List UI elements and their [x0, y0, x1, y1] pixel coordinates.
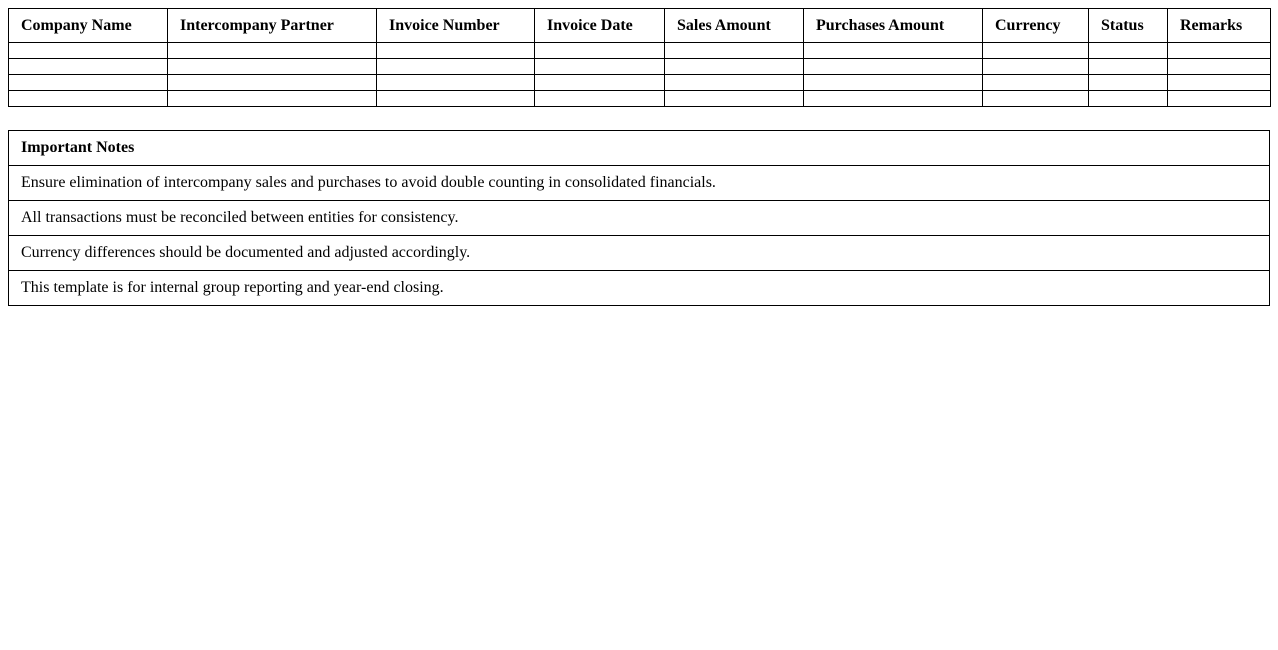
table-cell[interactable] — [804, 91, 983, 107]
table-cell[interactable] — [1168, 75, 1271, 91]
table-cell[interactable] — [168, 59, 377, 75]
table-cell[interactable] — [1089, 75, 1168, 91]
header-status: Status — [1089, 9, 1168, 43]
note-row — [9, 166, 1270, 201]
table-cell[interactable] — [535, 91, 665, 107]
table-row — [9, 91, 1271, 107]
table-cell[interactable] — [9, 59, 168, 75]
table-row — [9, 43, 1271, 59]
header-remarks: Remarks — [1168, 9, 1271, 43]
table-cell[interactable] — [9, 91, 168, 107]
table-cell[interactable] — [9, 75, 168, 91]
notes-header-row — [9, 131, 1270, 166]
note-row — [9, 201, 1270, 236]
note-row — [9, 236, 1270, 271]
table-cell[interactable] — [377, 75, 535, 91]
table-cell[interactable] — [665, 91, 804, 107]
table-cell[interactable] — [1168, 43, 1271, 59]
note-item: This template is for internal group reporting and year-end closing. — [9, 271, 1270, 306]
header-invoice-date: Invoice Date — [535, 9, 665, 43]
table-cell[interactable] — [665, 59, 804, 75]
table-cell[interactable] — [1168, 59, 1271, 75]
table-cell[interactable] — [1089, 59, 1168, 75]
header-invoice-number: Invoice Number — [377, 9, 535, 43]
table-row — [9, 75, 1271, 91]
table-cell[interactable] — [1089, 43, 1168, 59]
table-cell[interactable] — [983, 75, 1089, 91]
table-cell[interactable] — [168, 43, 377, 59]
table-cell[interactable] — [535, 43, 665, 59]
header-intercompany-partner: Intercompany Partner — [168, 9, 377, 43]
important-notes-table — [8, 130, 1270, 306]
table-cell[interactable] — [535, 75, 665, 91]
table-cell[interactable] — [804, 75, 983, 91]
table-cell[interactable] — [983, 91, 1089, 107]
note-item: All transactions must be reconciled between entities for consistency. — [9, 201, 1270, 236]
table-cell[interactable] — [377, 59, 535, 75]
table-cell[interactable] — [804, 59, 983, 75]
table-cell[interactable] — [665, 75, 804, 91]
header-company-name: Company Name — [9, 9, 168, 43]
header-currency: Currency — [983, 9, 1089, 43]
table-cell[interactable] — [535, 59, 665, 75]
note-row — [9, 271, 1270, 306]
note-item: Ensure elimination of intercompany sales and purchases to avoid double counting in consolidated financials. — [9, 166, 1270, 201]
table-cell[interactable] — [377, 91, 535, 107]
note-item: Currency differences should be documented and adjusted accordingly. — [9, 236, 1270, 271]
intercompany-invoice-table — [8, 8, 1271, 107]
table-cell[interactable] — [168, 75, 377, 91]
header-sales-amount: Sales Amount — [665, 9, 804, 43]
table-cell[interactable] — [377, 43, 535, 59]
table-row — [9, 59, 1271, 75]
table-header-row — [9, 9, 1271, 43]
table-cell[interactable] — [983, 43, 1089, 59]
notes-title: Important Notes — [9, 131, 1270, 166]
table-cell[interactable] — [1089, 91, 1168, 107]
table-cell[interactable] — [1168, 91, 1271, 107]
table-cell[interactable] — [983, 59, 1089, 75]
table-cell[interactable] — [9, 43, 168, 59]
table-cell[interactable] — [804, 43, 983, 59]
table-cell[interactable] — [665, 43, 804, 59]
header-purchases-amount: Purchases Amount — [804, 9, 983, 43]
table-cell[interactable] — [168, 91, 377, 107]
